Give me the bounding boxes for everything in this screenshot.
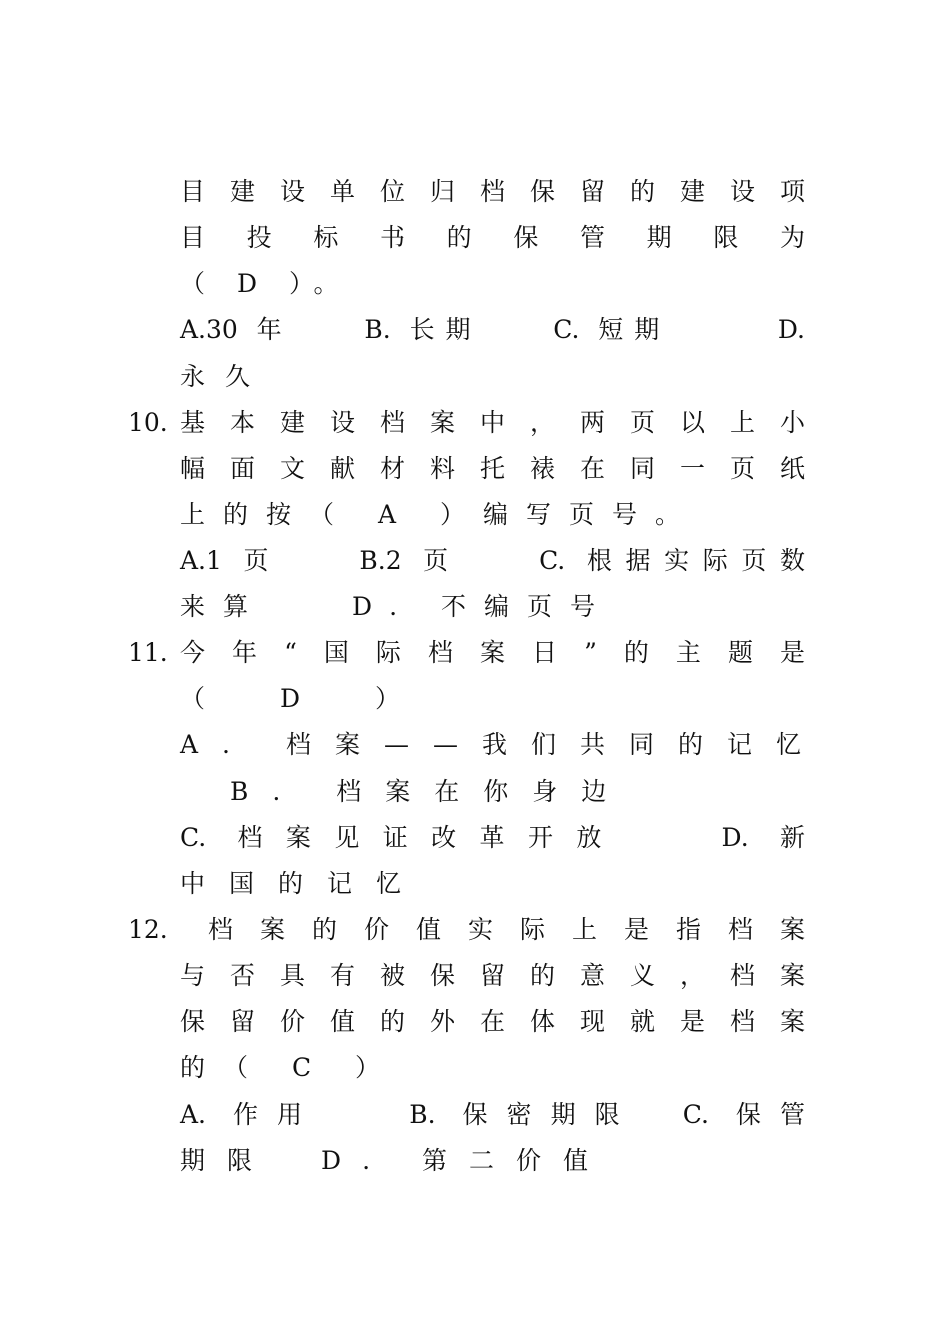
q12-number: 12.: [128, 915, 168, 944]
q10-number: 10.: [128, 408, 168, 437]
q10-line-3: 上的按（ A ）编写页号。: [180, 500, 698, 529]
q12-line-1: 档案的价值实际上是指档案: [208, 915, 805, 944]
q10-line-1: 基本建设档案中，两页以上小: [180, 408, 805, 437]
q11-option-d-cont: 中国的记忆: [180, 869, 426, 898]
q9-line-3: （ D ）。: [180, 269, 351, 298]
q12-line-2: 与否具有被保留的意义，档案: [180, 961, 805, 990]
q11-line-2: （ D ）: [180, 684, 414, 713]
q12-line-3: 保留价值的外在体现就是档案: [180, 1007, 805, 1036]
q9-line-1: 目建设单位归档保留的建设项: [180, 177, 805, 206]
q10-line-2: 幅面文献材料托裱在同一页纸: [180, 454, 805, 483]
q11-option-a: A. 档案——我们共同的记忆: [180, 730, 825, 759]
q11-option-b: B. 档案在你身边: [230, 777, 631, 806]
q10-option-line-2: 来算 D. 不编页号: [180, 592, 614, 621]
q11-option-cd: C. 档案见证改革开放 D. 新: [180, 823, 805, 852]
q11-line-1: 今年“国际档案日”的主题是: [180, 638, 805, 667]
q11-number: 11.: [128, 638, 168, 667]
q9-option-line-2: 永久: [180, 362, 271, 391]
q10-option-line-1: A.1 页 B.2 页 C. 根据实际页数: [180, 546, 805, 575]
q12-option-line-2: 期限 D. 第二价值: [180, 1146, 611, 1175]
q12-option-line-1: A. 作用 B. 保密期限 C. 保管: [180, 1100, 805, 1129]
q9-line-2: 目投标书的保管期限为: [180, 223, 805, 252]
q9-option-line-1: A.30 年 B. 长期 C. 短期 D.: [180, 315, 805, 344]
q12-line-4: 的（ C ）: [180, 1053, 399, 1082]
